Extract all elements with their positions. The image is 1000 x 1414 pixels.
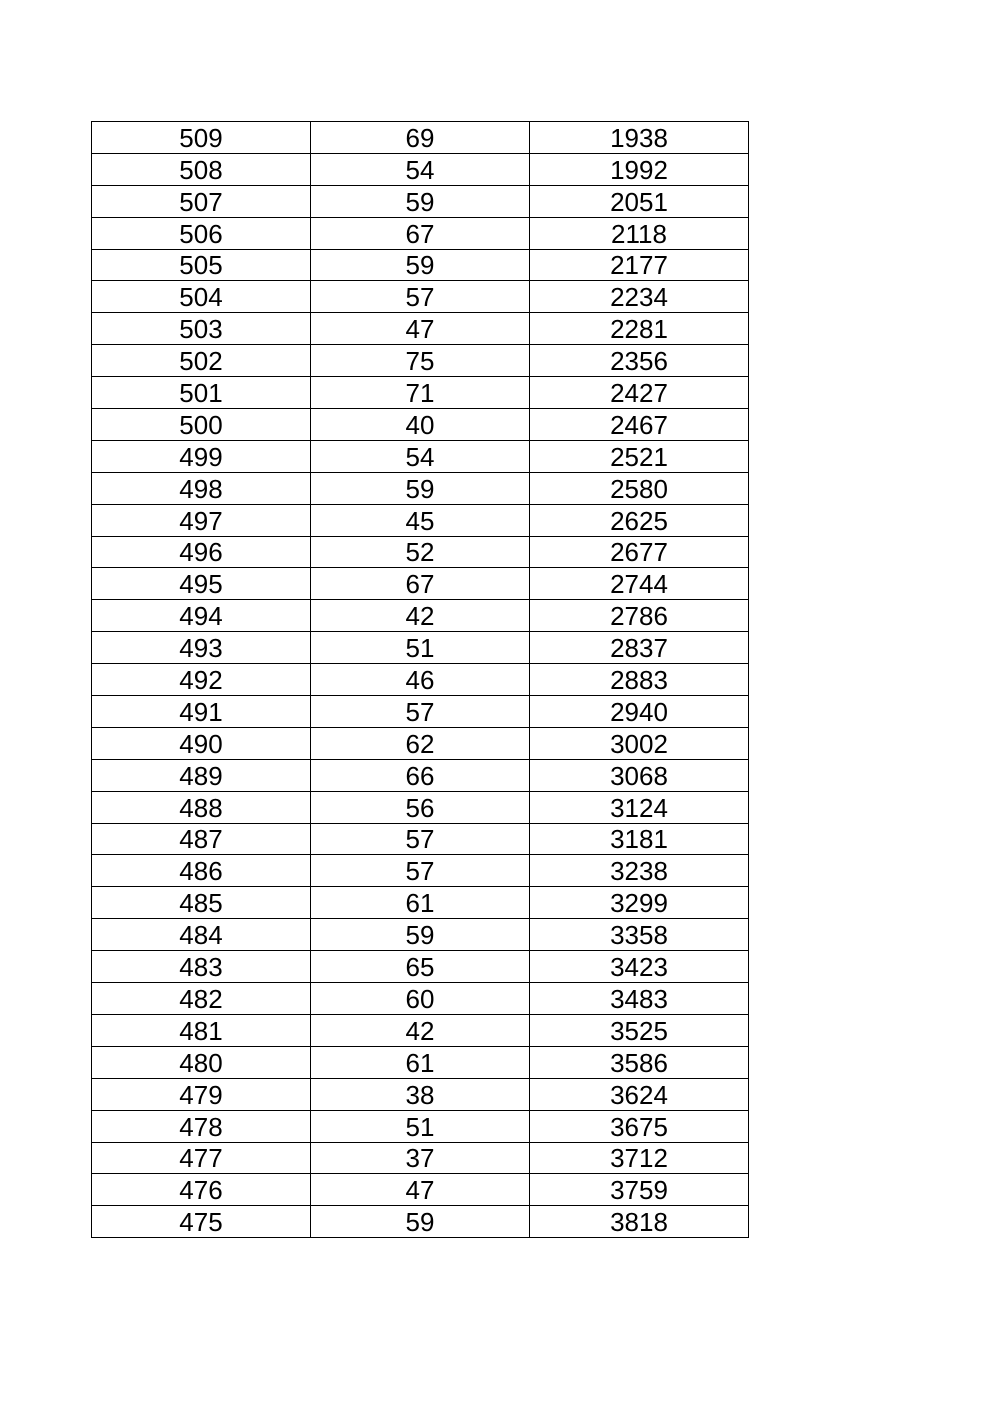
count-cell: 42 xyxy=(311,1014,530,1046)
cumulative-cell: 2234 xyxy=(530,281,749,313)
cumulative-cell: 3124 xyxy=(530,791,749,823)
table-row xyxy=(92,536,749,568)
count-cell: 42 xyxy=(311,600,530,632)
table-row xyxy=(92,823,749,855)
score-cell: 490 xyxy=(92,727,311,759)
score-table-body xyxy=(92,122,749,1238)
count-cell: 37 xyxy=(311,1142,530,1174)
cumulative-cell: 1992 xyxy=(530,153,749,185)
cumulative-cell: 2118 xyxy=(530,217,749,249)
score-cell: 494 xyxy=(92,600,311,632)
cumulative-cell: 3525 xyxy=(530,1014,749,1046)
score-cell: 475 xyxy=(92,1206,311,1238)
score-cell: 508 xyxy=(92,153,311,185)
count-cell: 67 xyxy=(311,568,530,600)
count-cell: 47 xyxy=(311,1174,530,1206)
count-cell: 40 xyxy=(311,409,530,441)
count-cell: 62 xyxy=(311,727,530,759)
score-cell: 502 xyxy=(92,345,311,377)
count-cell: 45 xyxy=(311,504,530,536)
table-row xyxy=(92,249,749,281)
cumulative-cell: 2625 xyxy=(530,504,749,536)
score-cell: 479 xyxy=(92,1078,311,1110)
table-row xyxy=(92,759,749,791)
cumulative-cell: 3181 xyxy=(530,823,749,855)
table-row xyxy=(92,122,749,154)
cumulative-cell: 3002 xyxy=(530,727,749,759)
count-cell: 69 xyxy=(311,122,530,154)
cumulative-cell: 2467 xyxy=(530,409,749,441)
cumulative-cell: 3818 xyxy=(530,1206,749,1238)
table-row xyxy=(92,632,749,664)
table-row xyxy=(92,568,749,600)
cumulative-cell: 2521 xyxy=(530,440,749,472)
table-row xyxy=(92,791,749,823)
cumulative-cell: 3759 xyxy=(530,1174,749,1206)
score-cell: 484 xyxy=(92,919,311,951)
score-cell: 489 xyxy=(92,759,311,791)
score-cell: 497 xyxy=(92,504,311,536)
count-cell: 47 xyxy=(311,313,530,345)
score-cell: 498 xyxy=(92,472,311,504)
cumulative-cell: 3675 xyxy=(530,1110,749,1142)
cumulative-cell: 2883 xyxy=(530,664,749,696)
count-cell: 38 xyxy=(311,1078,530,1110)
table-row xyxy=(92,696,749,728)
table-row xyxy=(92,313,749,345)
table-row xyxy=(92,951,749,983)
table-row xyxy=(92,727,749,759)
table-row xyxy=(92,983,749,1015)
table-row xyxy=(92,377,749,409)
count-cell: 59 xyxy=(311,472,530,504)
table-row xyxy=(92,919,749,951)
table-row xyxy=(92,664,749,696)
table-row xyxy=(92,855,749,887)
table-row xyxy=(92,1046,749,1078)
score-cell: 482 xyxy=(92,983,311,1015)
count-cell: 56 xyxy=(311,791,530,823)
score-cell: 483 xyxy=(92,951,311,983)
score-cell: 503 xyxy=(92,313,311,345)
cumulative-cell: 2051 xyxy=(530,185,749,217)
score-cell: 477 xyxy=(92,1142,311,1174)
count-cell: 57 xyxy=(311,855,530,887)
cumulative-cell: 1938 xyxy=(530,122,749,154)
table-row xyxy=(92,600,749,632)
count-cell: 67 xyxy=(311,217,530,249)
score-cell: 480 xyxy=(92,1046,311,1078)
cumulative-cell: 2281 xyxy=(530,313,749,345)
cumulative-cell: 3624 xyxy=(530,1078,749,1110)
score-cell: 496 xyxy=(92,536,311,568)
table-row xyxy=(92,217,749,249)
count-cell: 60 xyxy=(311,983,530,1015)
table-row xyxy=(92,887,749,919)
count-cell: 54 xyxy=(311,153,530,185)
score-cell: 501 xyxy=(92,377,311,409)
score-cell: 486 xyxy=(92,855,311,887)
count-cell: 52 xyxy=(311,536,530,568)
score-cell: 499 xyxy=(92,440,311,472)
table-row xyxy=(92,1206,749,1238)
count-cell: 57 xyxy=(311,823,530,855)
count-cell: 46 xyxy=(311,664,530,696)
cumulative-cell: 2744 xyxy=(530,568,749,600)
score-cell: 509 xyxy=(92,122,311,154)
cumulative-cell: 2356 xyxy=(530,345,749,377)
score-cell: 491 xyxy=(92,696,311,728)
count-cell: 61 xyxy=(311,1046,530,1078)
count-cell: 59 xyxy=(311,249,530,281)
table-row xyxy=(92,440,749,472)
cumulative-cell: 2580 xyxy=(530,472,749,504)
table-row xyxy=(92,185,749,217)
table-row xyxy=(92,504,749,536)
table-row xyxy=(92,345,749,377)
cumulative-cell: 2940 xyxy=(530,696,749,728)
score-cell: 504 xyxy=(92,281,311,313)
cumulative-cell: 2177 xyxy=(530,249,749,281)
table-row xyxy=(92,1014,749,1046)
count-cell: 59 xyxy=(311,185,530,217)
score-cell: 488 xyxy=(92,791,311,823)
cumulative-cell: 2677 xyxy=(530,536,749,568)
score-cell: 481 xyxy=(92,1014,311,1046)
cumulative-cell: 3712 xyxy=(530,1142,749,1174)
score-cell: 493 xyxy=(92,632,311,664)
cumulative-cell: 2427 xyxy=(530,377,749,409)
count-cell: 51 xyxy=(311,632,530,664)
count-cell: 61 xyxy=(311,887,530,919)
count-cell: 65 xyxy=(311,951,530,983)
score-cell: 505 xyxy=(92,249,311,281)
score-cell: 492 xyxy=(92,664,311,696)
count-cell: 54 xyxy=(311,440,530,472)
score-table xyxy=(91,121,749,1238)
table-row xyxy=(92,1078,749,1110)
count-cell: 71 xyxy=(311,377,530,409)
cumulative-cell: 3068 xyxy=(530,759,749,791)
cumulative-cell: 3238 xyxy=(530,855,749,887)
cumulative-cell: 3299 xyxy=(530,887,749,919)
cumulative-cell: 2786 xyxy=(530,600,749,632)
score-cell: 507 xyxy=(92,185,311,217)
table-row xyxy=(92,1142,749,1174)
table-row xyxy=(92,1174,749,1206)
table-row xyxy=(92,472,749,504)
cumulative-cell: 3358 xyxy=(530,919,749,951)
count-cell: 57 xyxy=(311,696,530,728)
score-cell: 495 xyxy=(92,568,311,600)
score-cell: 500 xyxy=(92,409,311,441)
table-row xyxy=(92,153,749,185)
count-cell: 51 xyxy=(311,1110,530,1142)
count-cell: 59 xyxy=(311,919,530,951)
cumulative-cell: 3586 xyxy=(530,1046,749,1078)
score-cell: 476 xyxy=(92,1174,311,1206)
score-cell: 478 xyxy=(92,1110,311,1142)
score-cell: 506 xyxy=(92,217,311,249)
count-cell: 57 xyxy=(311,281,530,313)
count-cell: 66 xyxy=(311,759,530,791)
table-row xyxy=(92,409,749,441)
table-row xyxy=(92,281,749,313)
score-cell: 487 xyxy=(92,823,311,855)
score-cell: 485 xyxy=(92,887,311,919)
cumulative-cell: 3483 xyxy=(530,983,749,1015)
cumulative-cell: 3423 xyxy=(530,951,749,983)
cumulative-cell: 2837 xyxy=(530,632,749,664)
table-row xyxy=(92,1110,749,1142)
count-cell: 75 xyxy=(311,345,530,377)
count-cell: 59 xyxy=(311,1206,530,1238)
